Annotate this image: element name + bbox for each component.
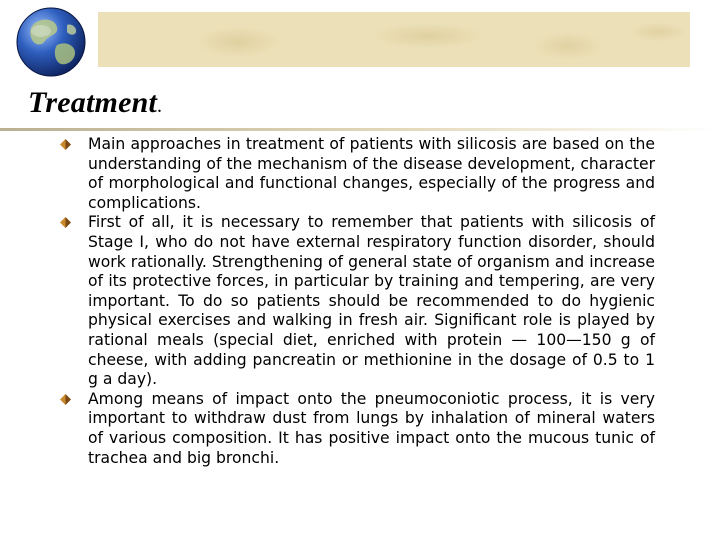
bullet-text: Main approaches in treatment of patients with silicosis are based on the understanding of the mechanism of the disease development, character of morphological and functional changes, especially of the progress and complications.: [88, 135, 655, 212]
globe-icon: [5, 5, 97, 79]
diamond-bullet-icon: [60, 217, 71, 228]
bullet-item: [55, 213, 655, 389]
header-banner: [98, 12, 690, 67]
slide-title-period: .: [157, 95, 163, 117]
slide-title: [28, 86, 162, 120]
bullet-item: [55, 135, 655, 213]
bullet-item: [55, 390, 655, 468]
bullet-text: First of all, it is necessary to remember that patients with silicosis of Stage I, who do not have external respiratory function disorder, should work rationally. Strengthening of general state of organism and increase of its protective forces, in particular by training and tempering, are very important. To do so patients should be recommended to do hygienic physical exercises and walking in fresh air. Significant role is played by rational meals (special diet, enriched with protein — 100—150 g of cheese, with adding pancreatin or methionine in the dosage of 0.5 to 1 g a day).: [88, 213, 655, 389]
title-divider: [0, 128, 720, 131]
diamond-bullet-icon: [60, 139, 71, 150]
diamond-bullet-icon: [60, 394, 71, 405]
bullet-list: [55, 135, 655, 468]
bullet-text: Among means of impact onto the pneumoconiotic process, it is very important to withdraw dust from lungs by inhalation of mineral waters of various composition. It has positive impact onto the mucous tunic of trachea and big bronchi.: [88, 389, 655, 467]
slide-title-text: Treatment: [28, 86, 158, 119]
